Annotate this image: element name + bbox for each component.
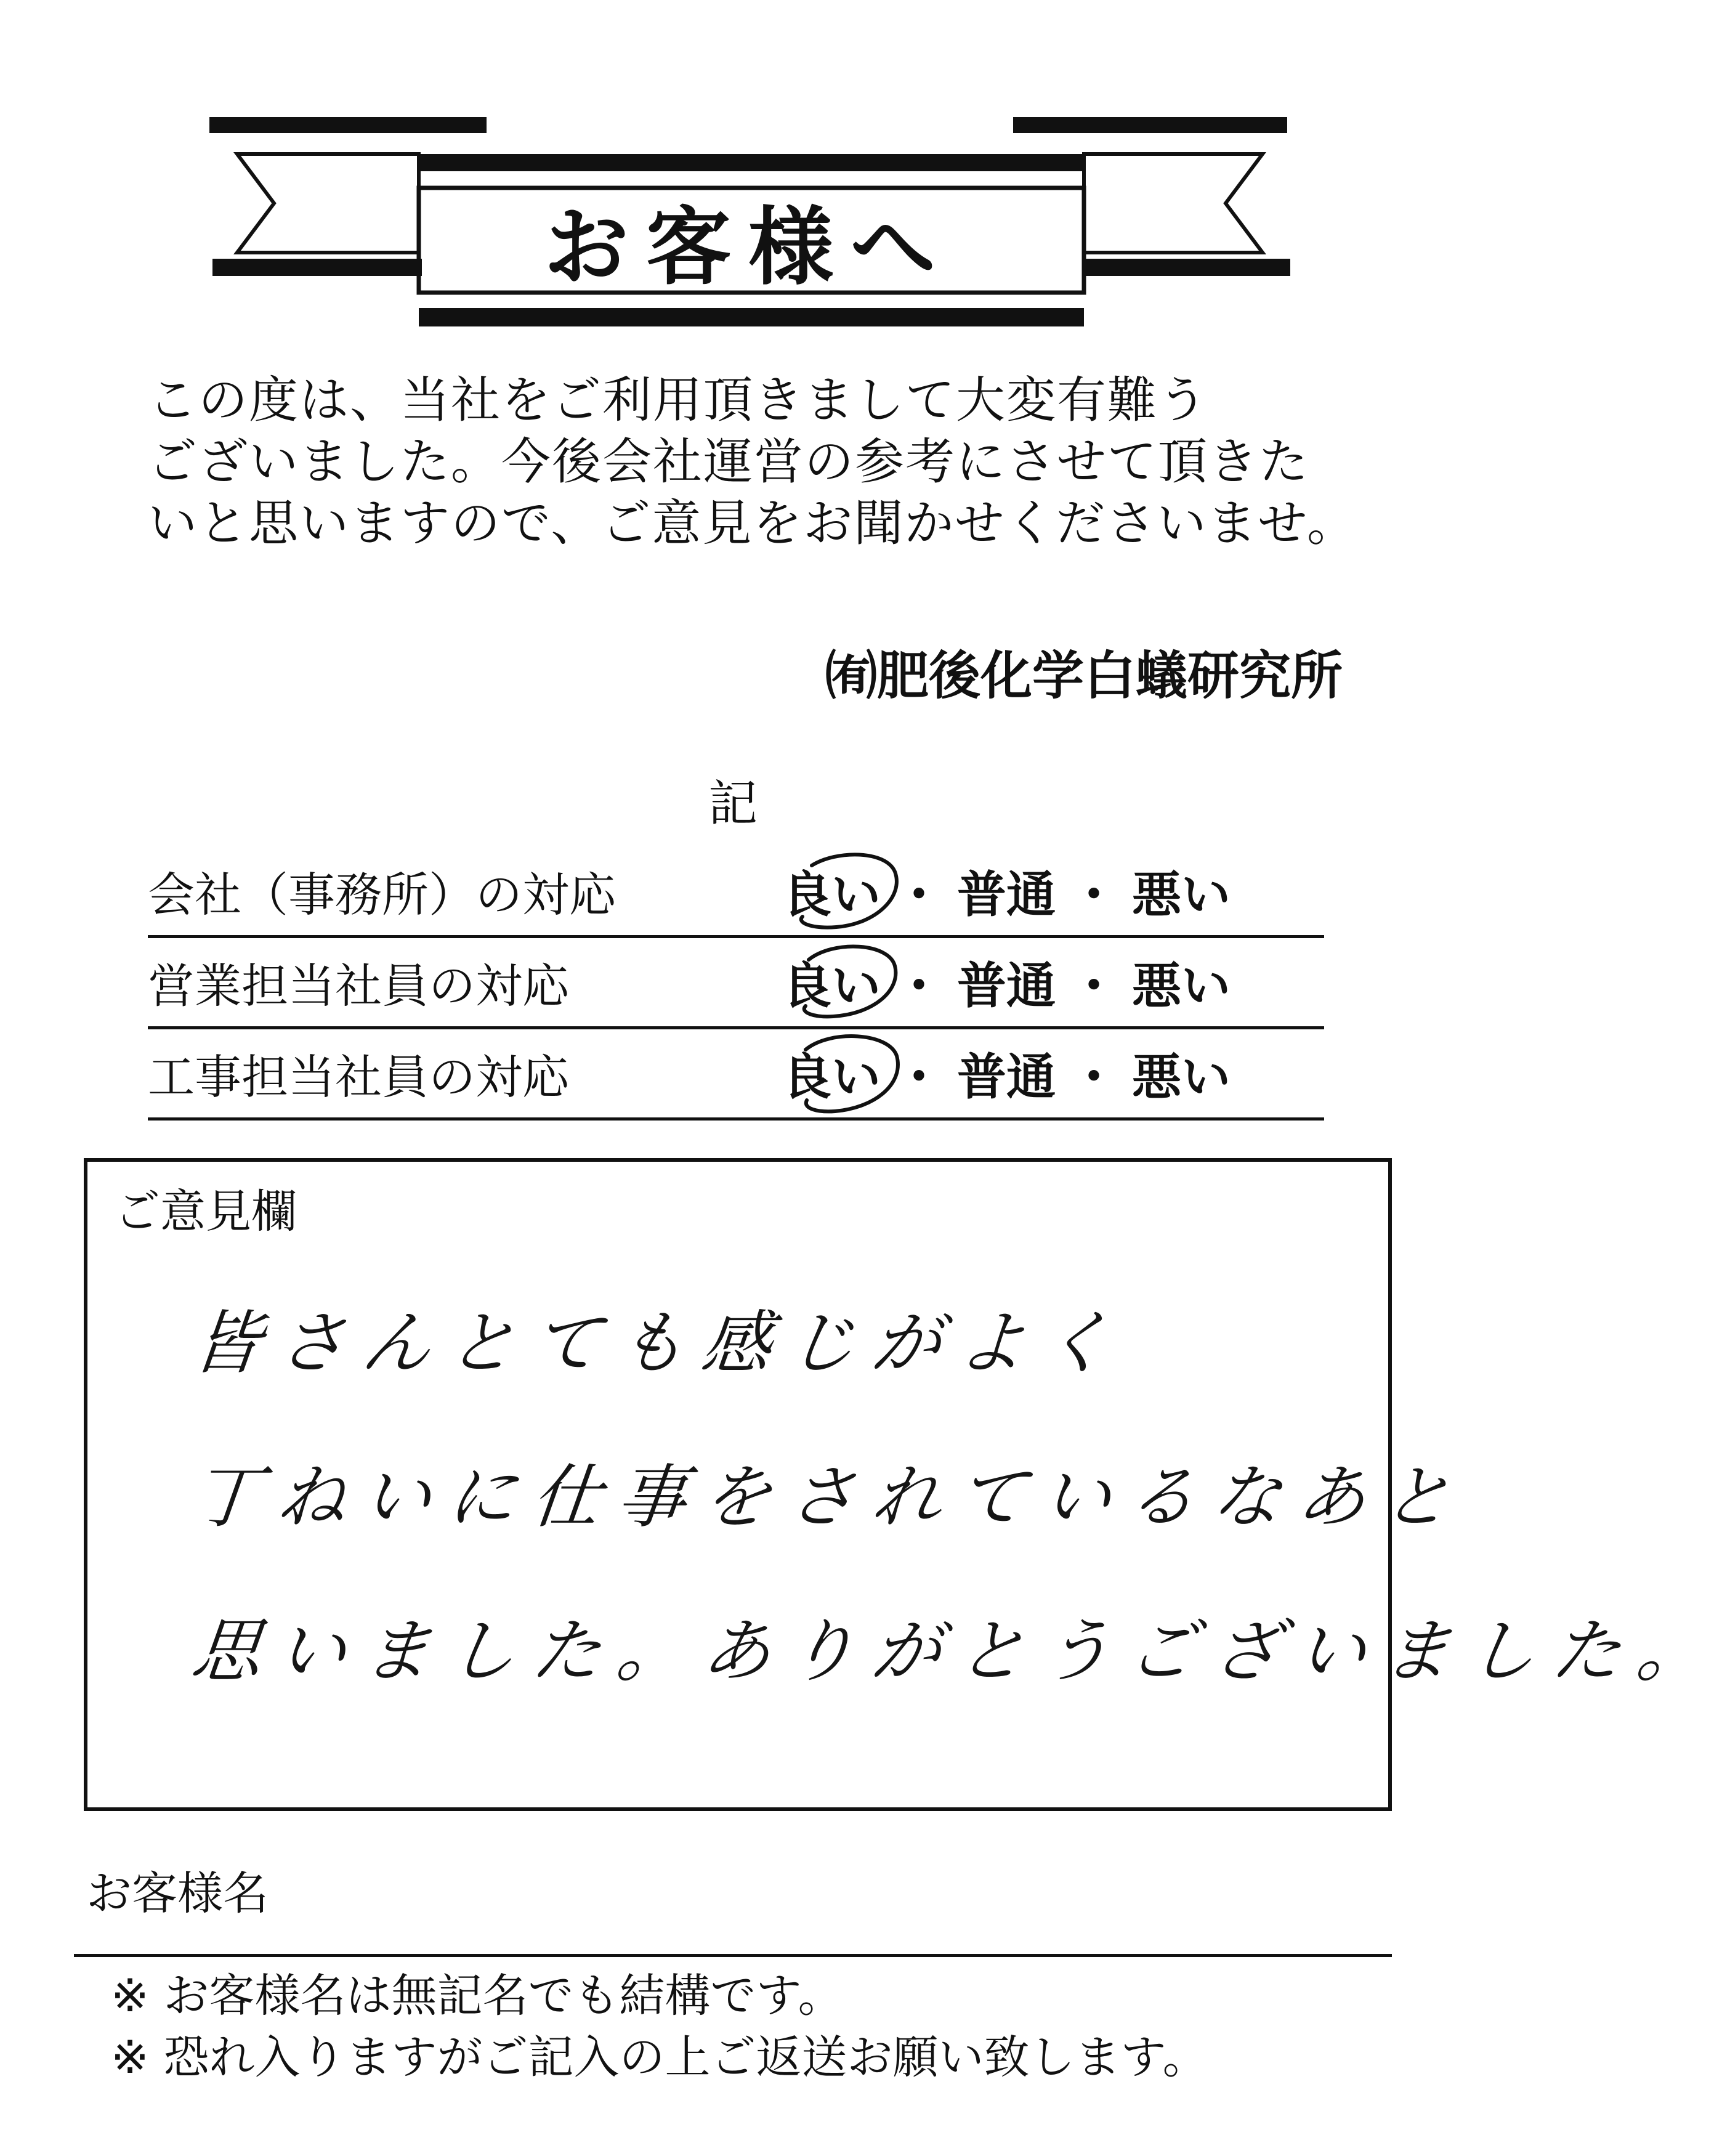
notes [111, 1965, 1208, 2088]
option-separator: ・ [1069, 1048, 1118, 1106]
option-normal[interactable]: 普通 [957, 1048, 1056, 1106]
handwritten-line: 皆さんとても感じがよく [188, 1303, 1131, 1384]
option-separator: ・ [894, 957, 944, 1015]
rating-label: 会社（事務所）の対応 [148, 867, 616, 922]
rating-options [782, 855, 1231, 926]
rating-row-office [148, 844, 1324, 938]
handwritten-line: 思いました。ありがとうございました。 [188, 1611, 1726, 1692]
option-good[interactable] [782, 1037, 881, 1108]
banner-bar-top-center [419, 154, 1084, 171]
option-good[interactable] [782, 946, 881, 1017]
intro-paragraph [148, 370, 1357, 554]
option-normal[interactable]: 普通 [957, 866, 1056, 923]
rating-label: 営業担当社員の対応 [148, 958, 569, 1013]
banner-bar-top-right [1013, 117, 1287, 133]
option-good-label: 良い [782, 957, 881, 1015]
ki-heading: 記 [708, 775, 758, 832]
intro-line: ございました。今後会社運営の参考にさせて頂きた [148, 433, 1309, 490]
rating-options [782, 946, 1231, 1017]
handwritten-line: 丁ねいに仕事をされているなあと [188, 1457, 1471, 1538]
option-separator: ・ [894, 866, 944, 923]
option-good[interactable] [782, 855, 881, 926]
rating-row-construction [148, 1026, 1324, 1121]
note-line: ※ 恐れ入りますがご記入の上ご返送お願い致します。 [111, 2031, 1208, 2084]
banner-tail-right [1084, 154, 1263, 253]
page-title: お客様へ [543, 197, 953, 297]
banner-bar-bottom-left [212, 259, 422, 276]
opinion-box[interactable] [84, 1158, 1726, 1811]
banner-bar-top-left [209, 117, 487, 133]
banner-tail-left [237, 154, 419, 253]
option-bad[interactable]: 悪い [1132, 1048, 1231, 1106]
handwritten-comment [188, 1266, 1726, 1728]
intro-line: この度は、当社をご利用頂きまして大変有難う [148, 371, 1208, 429]
option-good-label: 良い [782, 1048, 881, 1106]
rating-label: 工事担当社員の対応 [148, 1050, 569, 1104]
option-normal[interactable]: 普通 [957, 957, 1056, 1015]
rating-options [782, 1037, 1231, 1108]
company-name: ㈲肥後化学白蟻研究所 [825, 646, 1343, 706]
option-bad[interactable]: 悪い [1132, 866, 1231, 923]
note-line: ※ お客様名は無記名でも結構です。 [111, 1969, 844, 2022]
option-good-label: 良い [782, 866, 881, 923]
opinion-label: ご意見欄 [115, 1185, 297, 1238]
option-separator: ・ [1069, 866, 1118, 923]
banner-bar-bottom-center [419, 308, 1084, 326]
customer-name-label: お客様名 [86, 1867, 269, 1920]
banner-bar-bottom-right [1084, 259, 1290, 276]
customer-name-field[interactable] [74, 1954, 1392, 1957]
option-separator: ・ [1069, 957, 1118, 1015]
rating-row-sales [148, 935, 1324, 1029]
option-separator: ・ [894, 1048, 944, 1106]
intro-line: いと思いますので、ご意見をお聞かせくださいませ。 [148, 495, 1357, 552]
option-bad[interactable]: 悪い [1132, 957, 1231, 1015]
title-banner [0, 0, 1451, 345]
